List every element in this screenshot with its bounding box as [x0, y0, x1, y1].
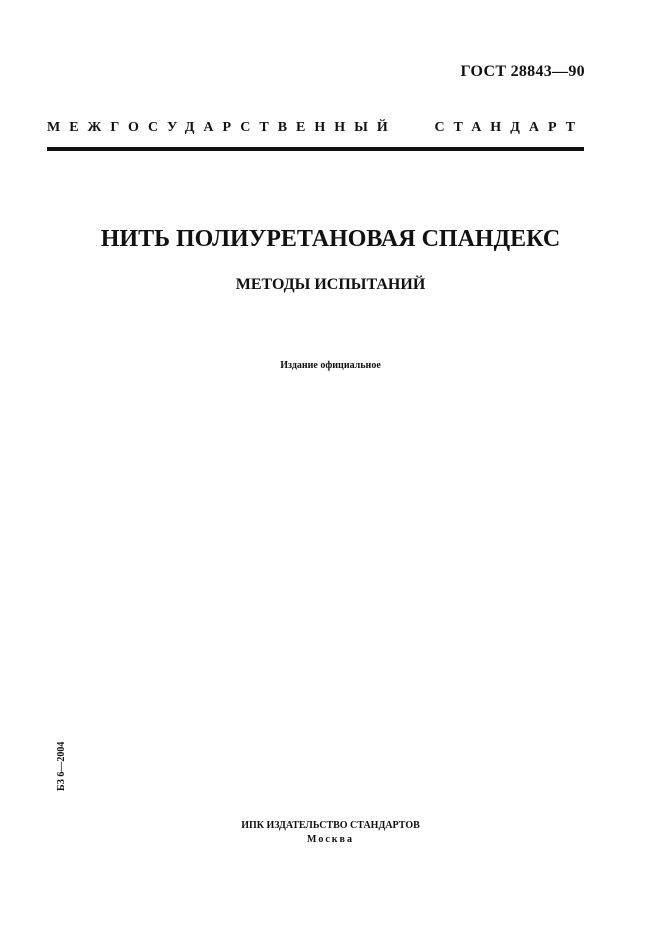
publisher-city: Москва — [307, 834, 354, 845]
side-code: БЗ 6—2004 — [56, 741, 67, 791]
document-subtitle: МЕТОДЫ ИСПЫТАНИЙ — [235, 276, 426, 293]
publisher-name: ИПК ИЗДАТЕЛЬСТВО СТАНДАРТОВ — [241, 820, 420, 831]
header-band: МЕЖГОСУДАРСТВЕННЫЙ СТАНДАРТ — [47, 120, 584, 135]
edition-label: Издание официальное — [280, 360, 381, 371]
document-title: НИТЬ ПОЛИУРЕТАНОВАЯ СПАНДЕКС — [100, 226, 561, 252]
standard-number: ГОСТ 28843—90 — [460, 63, 585, 80]
header-rule — [47, 147, 584, 151]
